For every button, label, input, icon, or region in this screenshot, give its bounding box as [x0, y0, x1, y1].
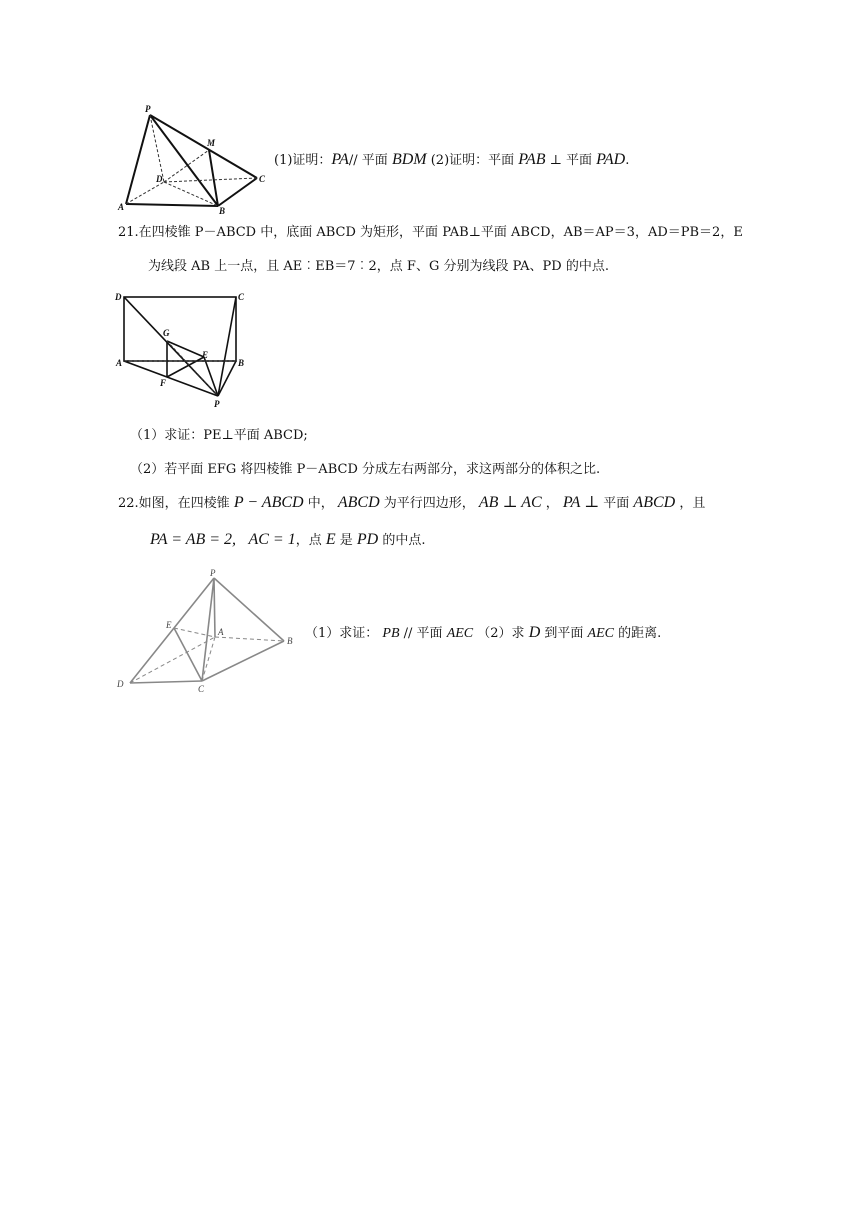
fig2-label-a: A: [116, 358, 123, 368]
fig3-label-e: E: [166, 620, 172, 630]
fig2-label-f: F: [160, 378, 167, 388]
fig3-label-d: D: [117, 679, 124, 689]
fig3-label-b: B: [287, 636, 293, 646]
fig1-label-m: M: [207, 138, 216, 148]
figure-pyramid-pabcd-m: [112, 100, 272, 220]
q22-line-1: 22.如图，在四棱锥 P − ABCD 中， ABCD 为平行四边形， AB ⊥ AC ， PA ⊥ 平面 ABCD ，且: [118, 494, 706, 511]
fig2-label-b: B: [238, 358, 245, 368]
fig1-label-c: C: [259, 174, 266, 184]
figure-pyramid-efg: [112, 288, 252, 410]
fig2-label-d: D: [115, 292, 122, 302]
fig2-label-p: P: [214, 399, 220, 409]
fig1-label-b: B: [219, 206, 226, 216]
fig2-label-g: G: [163, 328, 170, 338]
fig1-label-p: P: [145, 104, 151, 114]
fig3-label-p: P: [210, 568, 216, 578]
fig2-label-c: C: [238, 292, 245, 302]
q21-part-2: （2）若平面 EFG 将四棱锥 P－ABCD 分成左右两部分，求这两部分的体积之比.: [130, 462, 601, 477]
fig1-label-a: A: [118, 202, 125, 212]
fig2-label-e: E: [202, 350, 209, 360]
fig1-label-d: D: [156, 174, 163, 184]
q20-statements: (1)证明：PA// 平面 BDM (2)证明：平面 PAB ⊥ 平面 PAD.: [274, 151, 630, 168]
q22-parts: （1）求证： PB // 平面 AEC （2）求 D 到平面 AEC 的距离.: [305, 624, 662, 641]
q22-line-2: PA = AB = 2, AC = 1，点 E 是 PD 的中点.: [150, 531, 426, 548]
q21-line-2: 为线段 AB 上一点，且 AE︰EB＝7︰2，点 F、G 分别为线段 PA、PD 的中点.: [148, 259, 609, 274]
q21-part-1: （1）求证：PE⊥平面 ABCD;: [130, 428, 308, 443]
fig3-label-a: A: [218, 627, 224, 637]
fig3-label-c: C: [198, 684, 205, 694]
q21-line-1: 21.在四棱锥 P－ABCD 中，底面 ABCD 为矩形，平面 PAB⊥平面 ABCD，AB＝AP＝3，AD＝PB＝2，E: [118, 225, 743, 240]
figure-pyramid-aec: [112, 566, 302, 696]
